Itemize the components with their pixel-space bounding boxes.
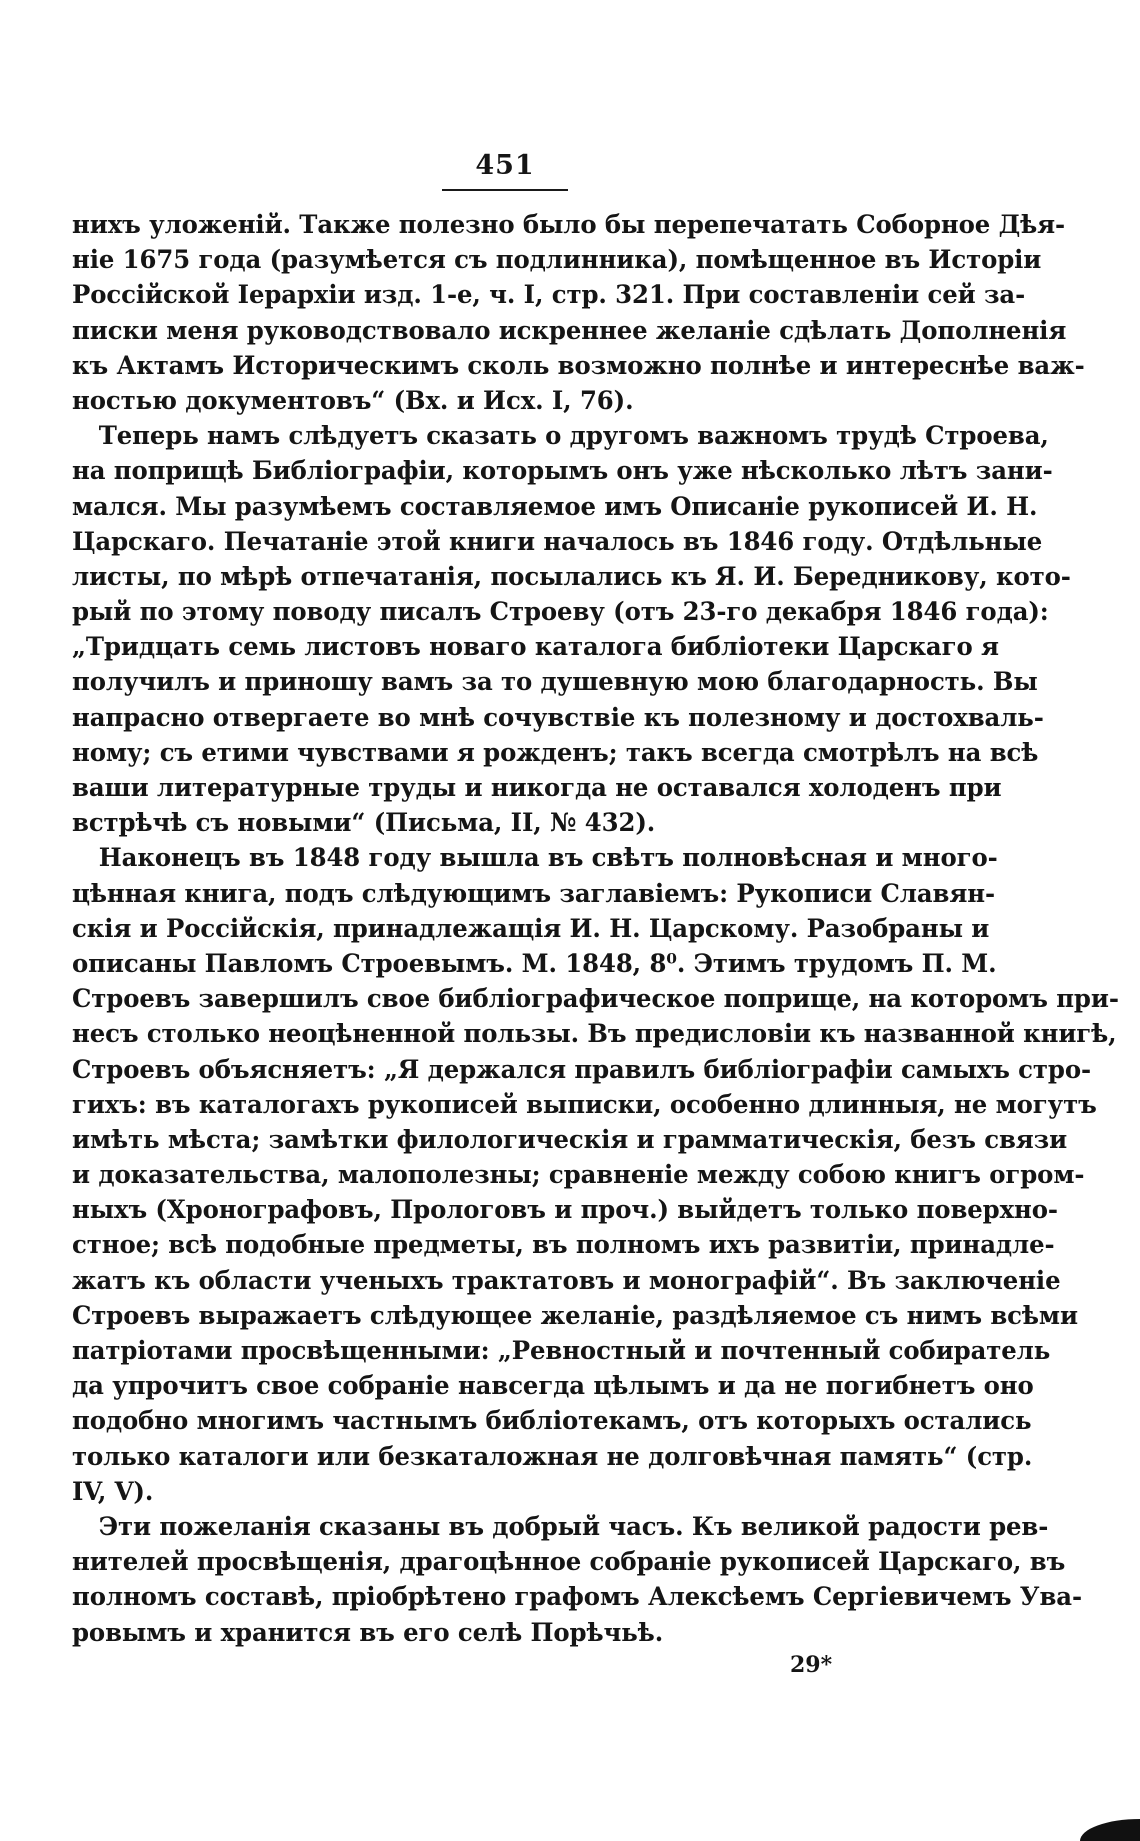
text-line: Теперь намъ слѣдуетъ сказать о другомъ важномъ трудѣ Строева,	[98, 421, 1049, 452]
page-number: 451	[475, 150, 535, 181]
text-line: жатъ къ области ученыхъ трактатовъ и монографій“. Въ заключеніе	[72, 1265, 1061, 1296]
text-line: ныхъ (Хронографовъ, Прологовъ и проч.) выйдетъ только поверхно-	[72, 1195, 1058, 1226]
scan-corner-shadow	[1080, 1819, 1140, 1841]
text-line: несъ столько неоцѣненной пользы. Въ предисловіи къ названной книгѣ,	[72, 1019, 1117, 1050]
page-number-rule	[442, 189, 568, 191]
text-line: Строевъ завершилъ свое библіографическое поприще, на которомъ при-	[72, 984, 1119, 1015]
text-line: на поприщѣ Библіографіи, которымъ онъ уже нѣсколько лѣтъ зани-	[72, 456, 1053, 487]
text-line: полномъ составѣ, пріобрѣтено графомъ Алексѣемъ Сергіевичемъ Ува-	[72, 1582, 1082, 1613]
text-line: писки меня руководствовало искреннее желаніе сдѣлать Дополненія	[72, 315, 1067, 346]
text-line: Царскаго. Печатаніе этой книги началось въ 1846 году. Отдѣльные	[72, 526, 1043, 557]
text-line: нихъ уложеній. Также полезно было бы перепечатать Соборное Дѣя-	[72, 210, 1066, 240]
text-line: Эти пожеланія сказаны въ добрый часъ. Къ великой радости рев-	[98, 1511, 1049, 1542]
text-line: IV, V).	[72, 1476, 154, 1507]
text-line: да упрочитъ свое собраніе навсегда цѣлымъ и да не погибнетъ оно	[72, 1371, 1034, 1402]
text-line: имѣть мѣста; замѣтки филологическія и грамматическія, безъ связи	[72, 1124, 1068, 1155]
text-line: гихъ: въ каталогахъ рукописей выписки, особенно длинныя, не могутъ	[72, 1089, 1097, 1120]
text-line: рый по этому поводу писалъ Строеву (отъ 23-го декабря 1846 года):	[72, 597, 1049, 628]
signature-mark: 29*	[790, 1652, 833, 1678]
text-line: ваши литературные труды и никогда не оставался холоденъ при	[72, 773, 1002, 803]
text-line: къ Актамъ Историческимъ сколь возможно полнѣе и интереснѣе важ-	[72, 350, 1085, 381]
text-line: Россійской Іерархіи изд. 1-е, ч. I, стр. 321. При составленіи сей за-	[72, 280, 1026, 311]
text-line: ровымъ и хранится въ его селѣ Порѣчьѣ.	[72, 1617, 664, 1648]
text-line: Строевъ выражаетъ слѣдующее желаніе, раздѣляемое съ нимъ всѣми	[72, 1300, 1078, 1331]
text-line: „Тридцать семь листовъ новаго каталога библіотеки Царскаго я	[72, 632, 999, 663]
text-line: только каталоги или безкаталожная не долговѣчная память“ (стр.	[72, 1441, 1033, 1472]
body-text	[72, 208, 1119, 1651]
text-line: подобно многимъ частнымъ библіотекамъ, отъ которыхъ остались	[72, 1406, 1032, 1437]
text-line: мался. Мы разумѣемъ составляемое имъ Описаніе рукописей И. Н.	[72, 491, 1038, 522]
text-line: патріотами просвѣщенными: „Ревностный и почтенный собиратель	[72, 1336, 1051, 1366]
text-line: нителей просвѣщенія, драгоцѣнное собраніе рукописей Царскаго, въ	[72, 1547, 1066, 1578]
text-line: Строевъ объясняетъ: „Я держался правилъ библіографіи самыхъ стро-	[72, 1054, 1091, 1085]
text-line: скія и Россійскія, принадлежащія И. Н. Царскому. Разобраны и	[72, 913, 990, 944]
text-line: ностью документовъ“ (Вх. и Исх. I, 76).	[72, 385, 634, 416]
text-line: ніе 1675 года (разумѣется съ подлинника), помѣщенное въ Исторіи	[72, 245, 1042, 276]
text-line: встрѣчѣ съ новыми“ (Письма, II, № 432).	[72, 808, 656, 839]
text-line: стное; всѣ подобные предметы, въ полномъ ихъ развитіи, принадле-	[72, 1230, 1055, 1261]
text-line: листы, по мѣрѣ отпечатанія, посылались къ Я. И. Бередникову, кото-	[72, 561, 1071, 592]
text-line: ному; съ етими чувствами я рожденъ; такъ всегда смотрѣлъ на всѣ	[72, 737, 1039, 768]
text-line: напрасно отвергаете во мнѣ сочувствіе къ полезному и достохваль-	[72, 702, 1044, 733]
text-line: описаны Павломъ Строевымъ. М. 1848, 8⁰. Этимъ трудомъ П. М.	[72, 948, 997, 979]
text-line: цѣнная книга, подъ слѣдующимъ заглавіемъ: Рукописи Славян-	[72, 878, 996, 909]
text-line: получилъ и приношу вамъ за то душевную мою благодарность. Вы	[72, 667, 1038, 698]
text-line: и доказательства, малополезны; сравненіе между собою книгъ огром-	[72, 1160, 1085, 1191]
text-line: Наконецъ въ 1848 году вышла въ свѣтъ полновѣсная и много-	[98, 843, 998, 874]
